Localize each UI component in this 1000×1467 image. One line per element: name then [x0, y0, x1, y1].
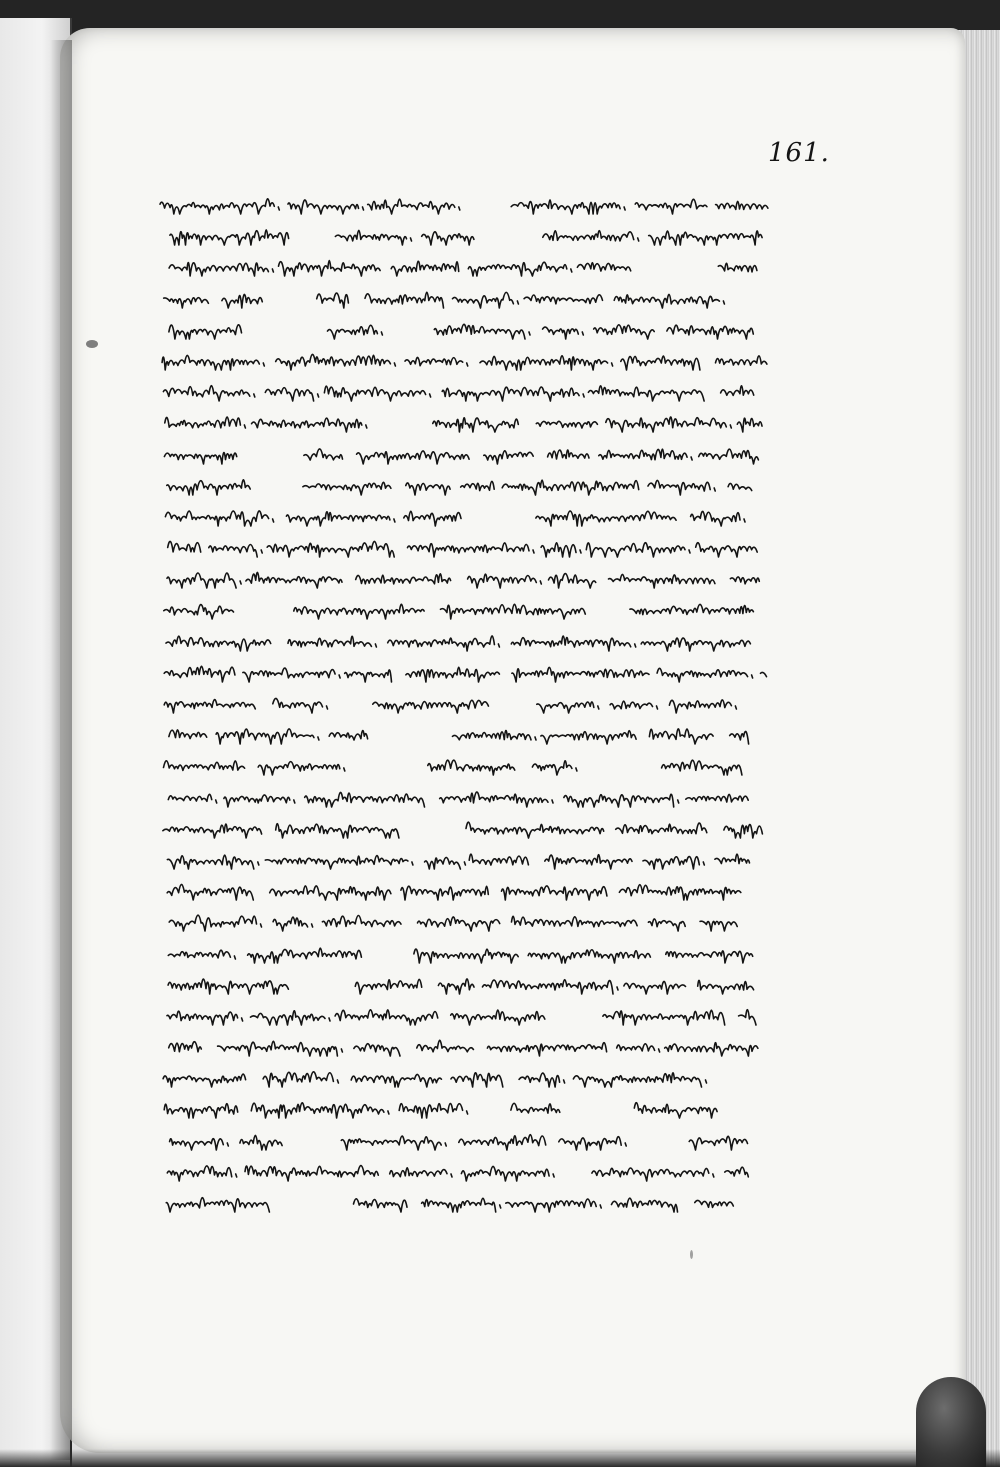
ink-path: [165, 511, 745, 526]
handwriting-stroke: [158, 371, 770, 405]
handwriting-stroke: [158, 184, 770, 218]
ink-path: [167, 573, 759, 589]
handwriting-stroke: [158, 621, 770, 655]
handwritten-line: [158, 1026, 770, 1057]
ink-path: [160, 199, 768, 214]
handwriting-stroke: [158, 714, 770, 748]
handwriting-stroke: [158, 340, 770, 374]
handwritten-line: [158, 745, 770, 776]
background-bottom-edge: [0, 1449, 1000, 1467]
ink-path: [167, 1010, 756, 1025]
handwriting-stroke: [158, 527, 770, 561]
handwritten-line: [158, 870, 770, 901]
folio-number: 161.: [768, 138, 830, 168]
handwriting-stroke: [158, 995, 770, 1029]
handwritten-line: [158, 496, 770, 527]
ink-path: [170, 230, 762, 245]
handwritten-line: [158, 402, 770, 433]
ink-path: [164, 666, 766, 682]
handwritten-line: [158, 808, 770, 839]
handwritten-line: [158, 434, 770, 465]
handwriting-stroke: [158, 683, 770, 717]
handwriting-stroke: [158, 1057, 770, 1091]
handwritten-line: [158, 652, 770, 683]
handwriting-stroke: [158, 434, 770, 468]
ink-path: [169, 729, 749, 744]
handwriting-stroke: [158, 1026, 770, 1060]
handwriting-stroke: [158, 309, 770, 343]
handwritten-line: [158, 558, 770, 589]
handwritten-line: [158, 964, 770, 995]
handwritten-line: [158, 371, 770, 402]
ink-path: [167, 885, 741, 901]
handwritten-line: [158, 1182, 770, 1213]
ink-path: [168, 948, 752, 963]
ink-path: [166, 636, 750, 651]
handwriting-stroke: [158, 933, 770, 967]
ink-path: [168, 541, 758, 557]
handwriting-stroke: [158, 402, 770, 436]
ink-blot: [86, 340, 98, 348]
handwritten-line: [158, 933, 770, 964]
handwriting-stroke: [158, 808, 770, 842]
ink-path: [164, 448, 758, 463]
handwriting-stroke: [158, 745, 770, 779]
ink-path: [164, 698, 736, 713]
handwritten-line: [158, 683, 770, 714]
handwritten-line: [158, 621, 770, 652]
handwritten-line: [158, 278, 770, 309]
ink-path: [163, 1072, 706, 1087]
handwriting-stroke: [158, 1088, 770, 1122]
ink-path: [169, 324, 753, 339]
ink-path: [163, 386, 753, 401]
ink-path: [164, 761, 742, 776]
handwriting-stroke: [158, 901, 770, 935]
handwritten-line: [158, 995, 770, 1026]
handwritten-line: [158, 465, 770, 496]
handwritten-line: [158, 589, 770, 620]
handwritten-line: [158, 215, 770, 246]
ink-path: [168, 979, 754, 994]
ink-path: [163, 822, 763, 838]
handwritten-line: [158, 246, 770, 277]
handwriting-stroke: [158, 589, 770, 623]
handwritten-line: [158, 1057, 770, 1088]
handwriting-stroke: [158, 1120, 770, 1154]
handwriting-stroke: [158, 278, 770, 312]
handwriting-stroke: [158, 1182, 770, 1216]
handwritten-line: [158, 184, 770, 215]
thumb-holding-page: [916, 1377, 986, 1467]
handwritten-line: [158, 901, 770, 932]
handwritten-line: [158, 1120, 770, 1151]
ink-path: [167, 1165, 748, 1180]
ink-path: [169, 916, 737, 932]
ink-path: [169, 261, 757, 276]
ink-path: [164, 605, 754, 620]
handwriting-stroke: [158, 964, 770, 998]
handwriting-stroke: [158, 777, 770, 811]
handwritten-line: [158, 777, 770, 808]
handwritten-text-block: [158, 184, 770, 1213]
ink-path: [165, 417, 762, 432]
handwritten-line: [158, 1088, 770, 1119]
ink-path: [168, 792, 748, 807]
ink-path: [167, 480, 752, 495]
handwriting-stroke: [158, 246, 770, 280]
handwritten-line: [158, 839, 770, 870]
ink-path: [170, 1134, 748, 1149]
handwriting-stroke: [158, 870, 770, 904]
ink-path: [169, 1040, 758, 1056]
handwriting-stroke: [158, 465, 770, 499]
handwriting-stroke: [158, 839, 770, 873]
handwriting-stroke: [158, 558, 770, 592]
ink-path: [164, 1103, 717, 1118]
handwritten-line: [158, 1151, 770, 1182]
ink-path: [162, 354, 767, 370]
handwriting-stroke: [158, 652, 770, 686]
gutter-shadow: [50, 40, 72, 1460]
handwritten-line: [158, 527, 770, 558]
handwriting-stroke: [158, 215, 770, 249]
handwritten-line: [158, 714, 770, 745]
handwriting-stroke: [158, 496, 770, 530]
ink-path: [167, 854, 749, 869]
ink-path: [166, 1198, 733, 1212]
ink-path: [164, 292, 725, 308]
handwritten-line: [158, 340, 770, 371]
handwriting-stroke: [158, 1151, 770, 1185]
handwritten-line: [158, 309, 770, 340]
ink-mark: [690, 1250, 693, 1259]
